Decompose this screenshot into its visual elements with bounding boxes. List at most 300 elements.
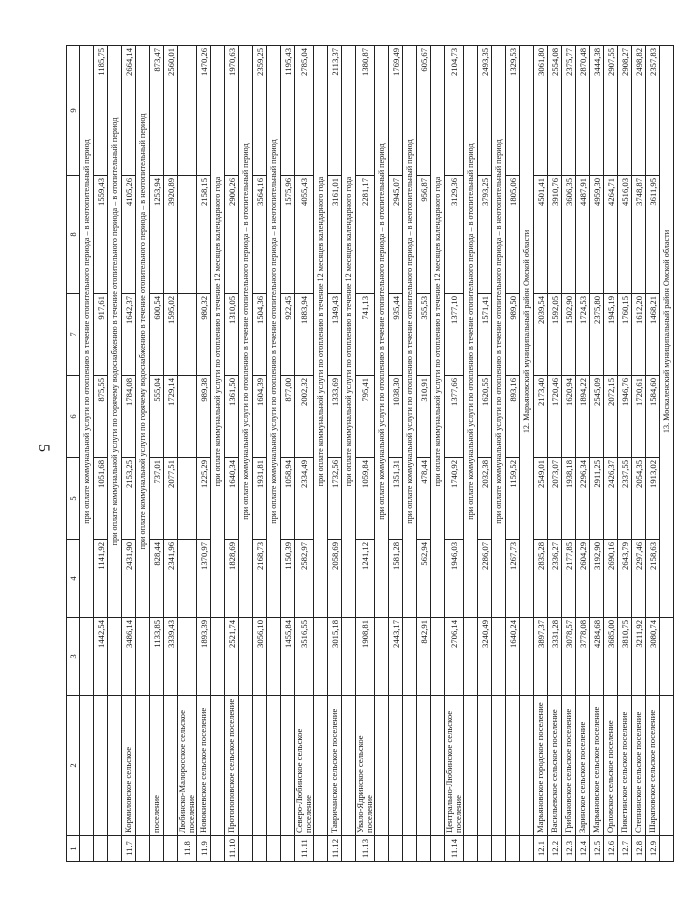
settlement-name-cell: Тавричанское сельское поселение xyxy=(328,696,342,836)
value-cell: 1361,50 xyxy=(225,376,239,458)
value-cell: 980,32 xyxy=(197,294,211,376)
value-cell: 1640,24 xyxy=(506,618,520,696)
value-cell: 4264,71 xyxy=(604,176,618,294)
value-cell: 2911,25 xyxy=(590,458,604,540)
value-cell: 2334,49 xyxy=(295,458,314,540)
column-header: 5 xyxy=(67,458,80,540)
value-cell: 1038,30 xyxy=(389,376,403,458)
value-cell: 2341,96 xyxy=(164,540,178,618)
value-cell: 1612,20 xyxy=(632,294,646,376)
value-cell: 1133,85 xyxy=(150,618,164,696)
table-note-row xyxy=(239,46,253,862)
column-header: 2 xyxy=(67,696,80,836)
value-cell: 3331,28 xyxy=(548,618,562,696)
value-cell: 1559,43 xyxy=(94,176,108,294)
blank-cell xyxy=(136,836,150,862)
value-cell: 1370,97 xyxy=(197,540,211,618)
value-cell: 935,44 xyxy=(389,294,403,376)
table-row xyxy=(328,46,342,862)
blank-cell xyxy=(375,618,389,696)
blank-cell xyxy=(660,696,674,836)
settlement-name-cell xyxy=(281,696,295,836)
value-cell: 1310,05 xyxy=(225,294,239,376)
table-note-row xyxy=(492,46,506,862)
rotated-tariff-table-sheet xyxy=(66,46,671,862)
blank-cell xyxy=(464,618,478,696)
table-note: при оплате коммунальной услуги по отоплению в течение отопительного периода – в неотопительный период xyxy=(80,46,94,618)
blank-cell xyxy=(520,618,534,696)
value-cell: 956,87 xyxy=(417,176,431,294)
value-cell: 1604,39 xyxy=(253,376,267,458)
row-number-cell: 12.3 xyxy=(562,836,576,862)
value-cell: 600,54 xyxy=(150,294,164,376)
value-cell: 2493,35 xyxy=(478,46,492,176)
value-cell: 1051,68 xyxy=(94,458,108,540)
value-cell: 2521,74 xyxy=(225,618,239,696)
table-note: при оплате коммунальной услуги по отоплению в течение 12 месяцев календарного года xyxy=(431,46,445,618)
value-cell: 1740,92 xyxy=(445,458,464,540)
value-cell: 2375,77 xyxy=(562,46,576,176)
value-cell: 2297,46 xyxy=(632,540,646,618)
value-cell: 2168,73 xyxy=(253,540,267,618)
settlement-name-cell: Грибановское сельское поселение xyxy=(562,696,576,836)
row-number-cell: 11.11 xyxy=(295,836,314,862)
blank-cell xyxy=(314,696,328,836)
value-cell: 877,00 xyxy=(281,376,295,458)
value-cell xyxy=(178,458,197,540)
value-cell: 478,44 xyxy=(417,458,431,540)
row-number-cell: 12.5 xyxy=(590,836,604,862)
blank-cell xyxy=(108,836,122,862)
value-cell xyxy=(178,176,197,294)
value-cell: 3080,74 xyxy=(646,618,660,696)
value-cell: 1225,29 xyxy=(197,458,211,540)
value-cell: 1938,18 xyxy=(562,458,576,540)
value-cell: 2054,35 xyxy=(632,458,646,540)
blank-cell xyxy=(314,618,328,696)
table-note: при оплате коммунальной услуги по отоплению в течение отопительного периода – в отопительный период xyxy=(375,46,389,618)
value-cell: 1468,21 xyxy=(646,294,660,376)
value-cell: 3606,35 xyxy=(562,176,576,294)
blank-cell xyxy=(375,696,389,836)
value-cell: 3793,25 xyxy=(478,176,492,294)
value-cell: 2113,37 xyxy=(328,46,342,176)
table-row xyxy=(534,46,548,862)
value-cell: 1592,05 xyxy=(548,294,562,376)
value-cell: 3015,18 xyxy=(328,618,342,696)
blank-cell xyxy=(314,836,328,862)
value-cell: 355,53 xyxy=(417,294,431,376)
settlement-name-cell: Заринское сельское поселение xyxy=(576,696,590,836)
value-cell: 3444,38 xyxy=(590,46,604,176)
settlement-name-cell: Северо-Любинское сельское поселение xyxy=(295,696,314,836)
blank-cell xyxy=(108,696,122,836)
table-row xyxy=(295,46,314,862)
settlement-name-cell: Новокиевское сельское поселение xyxy=(197,696,211,836)
settlement-name-cell xyxy=(506,696,520,836)
value-cell: 3778,08 xyxy=(576,618,590,696)
table-note: 12. Марьяновский муниципальный район Омской области xyxy=(520,46,534,618)
value-cell: 1253,94 xyxy=(150,176,164,294)
value-cell: 2870,48 xyxy=(576,46,590,176)
row-number-cell xyxy=(417,836,431,862)
value-cell: 2498,82 xyxy=(632,46,646,176)
table-body xyxy=(67,46,674,862)
blank-cell xyxy=(136,696,150,836)
value-cell: 2582,97 xyxy=(295,540,314,618)
value-cell: 741,13 xyxy=(356,294,375,376)
value-cell: 2158,15 xyxy=(197,176,211,294)
value-cell: 2039,54 xyxy=(534,294,548,376)
value-cell: 1908,81 xyxy=(356,618,375,696)
value-cell: 3516,55 xyxy=(295,618,314,696)
value-cell: 2690,16 xyxy=(604,540,618,618)
blank-cell xyxy=(403,836,417,862)
value-cell: 2443,17 xyxy=(389,618,403,696)
table-note: при оплате коммунальной услуги по отоплению в течение 12 месяцев календарного года xyxy=(211,46,225,618)
value-cell: 1504,36 xyxy=(253,294,267,376)
value-cell: 2359,25 xyxy=(253,46,267,176)
value-cell: 1159,52 xyxy=(506,458,520,540)
row-number-cell: 11.9 xyxy=(197,836,211,862)
value-cell xyxy=(178,540,197,618)
value-cell: 1729,14 xyxy=(164,376,178,458)
value-cell: 4516,03 xyxy=(618,176,632,294)
value-cell: 1571,41 xyxy=(478,294,492,376)
settlement-name-cell: Центрально-Любинское сельское поселение xyxy=(445,696,464,836)
table-row xyxy=(506,46,520,862)
row-number-cell: 12.9 xyxy=(646,836,660,862)
value-cell: 4487,91 xyxy=(576,176,590,294)
table-row xyxy=(646,46,660,862)
value-cell: 875,55 xyxy=(94,376,108,458)
table-row xyxy=(576,46,590,862)
value-cell: 922,45 xyxy=(281,294,295,376)
blank-cell xyxy=(520,696,534,836)
row-number-cell xyxy=(253,836,267,862)
blank-cell xyxy=(431,696,445,836)
row-number-cell: 11.14 xyxy=(445,836,464,862)
value-cell: 2077,51 xyxy=(164,458,178,540)
value-cell xyxy=(178,294,197,376)
value-cell xyxy=(178,618,197,696)
table-note-row xyxy=(403,46,417,862)
value-cell: 1267,73 xyxy=(506,540,520,618)
value-cell: 737,01 xyxy=(150,458,164,540)
row-number-cell: 11.7 xyxy=(122,836,136,862)
value-cell: 4501,41 xyxy=(534,176,548,294)
value-cell: 3748,87 xyxy=(632,176,646,294)
settlement-name-cell xyxy=(253,696,267,836)
column-header-row xyxy=(67,46,80,862)
settlement-name-cell: Любинско-Малоросское сельское поселение xyxy=(178,696,197,836)
table-note-row xyxy=(136,46,150,862)
row-number-cell xyxy=(478,836,492,862)
value-cell: 3129,36 xyxy=(445,176,464,294)
column-header: 8 xyxy=(67,176,80,294)
value-cell: 3910,76 xyxy=(548,176,562,294)
value-cell: 2431,90 xyxy=(122,540,136,618)
blank-cell xyxy=(342,618,356,696)
value-cell: 3920,89 xyxy=(164,176,178,294)
table-note-row xyxy=(464,46,478,862)
blank-cell xyxy=(267,836,281,862)
table-row xyxy=(356,46,375,862)
table-note-row xyxy=(314,46,328,862)
table-note-row xyxy=(211,46,225,862)
value-cell: 3192,90 xyxy=(590,540,604,618)
table-note-row xyxy=(431,46,445,862)
blank-cell xyxy=(108,618,122,696)
blank-cell xyxy=(80,618,94,696)
row-number-cell: 12.2 xyxy=(548,836,562,862)
column-header: 1 xyxy=(67,836,80,862)
value-cell: 4105,26 xyxy=(122,176,136,294)
value-cell: 562,94 xyxy=(417,540,431,618)
value-cell: 4284,68 xyxy=(590,618,604,696)
row-number-cell: 12.4 xyxy=(576,836,590,862)
value-cell: 1150,39 xyxy=(281,540,295,618)
value-cell: 2177,85 xyxy=(562,540,576,618)
blank-cell xyxy=(267,618,281,696)
blank-cell xyxy=(492,836,506,862)
table-row xyxy=(225,46,239,862)
column-header: 3 xyxy=(67,618,80,696)
value-cell: 555,04 xyxy=(150,376,164,458)
value-cell: 2908,27 xyxy=(618,46,632,176)
table-row xyxy=(590,46,604,862)
value-cell: 1945,19 xyxy=(604,294,618,376)
value-cell: 1377,10 xyxy=(445,294,464,376)
blank-cell xyxy=(267,696,281,836)
value-cell: 2153,25 xyxy=(122,458,136,540)
value-cell: 3339,43 xyxy=(164,618,178,696)
table-note: при оплате коммунальной услуги по отоплению в течение 12 месяцев календарного года xyxy=(342,46,356,618)
value-cell: 828,44 xyxy=(150,540,164,618)
blank-cell xyxy=(431,836,445,862)
value-cell: 1620,55 xyxy=(478,376,492,458)
table-row xyxy=(604,46,618,862)
settlement-name-cell: Кормиловское сельское xyxy=(122,696,136,836)
value-cell: 1377,66 xyxy=(445,376,464,458)
value-cell: 1141,92 xyxy=(94,540,108,618)
table-row xyxy=(197,46,211,862)
table-note-row xyxy=(80,46,94,862)
value-cell: 1724,53 xyxy=(576,294,590,376)
settlement-name-cell: Шараповское сельское поселение xyxy=(646,696,660,836)
value-cell: 1805,06 xyxy=(506,176,520,294)
value-cell: 3078,57 xyxy=(562,618,576,696)
blank-cell xyxy=(431,618,445,696)
settlement-name-cell: Увало-Ядринское сельское поселение xyxy=(356,696,375,836)
settlement-name-cell: Протопоповское сельское поселение xyxy=(225,696,239,836)
value-cell: 1595,02 xyxy=(164,294,178,376)
blank-cell xyxy=(464,836,478,862)
table-note: при оплате коммунальной услуги по отоплению в течение отопительного периода – в неотопительный период xyxy=(492,46,506,618)
blank-cell xyxy=(660,618,674,696)
value-cell: 1351,31 xyxy=(389,458,403,540)
row-number-cell: 12.8 xyxy=(632,836,646,862)
value-cell: 2785,04 xyxy=(295,46,314,176)
table-note: при оплате коммунальной услуги по отоплению в течение отопительного периода – в неотопительный период xyxy=(403,46,417,618)
row-number-cell: 12.6 xyxy=(604,836,618,862)
value-cell: 1893,39 xyxy=(197,618,211,696)
value-cell: 1883,94 xyxy=(295,294,314,376)
table-row xyxy=(281,46,295,862)
value-cell: 1442,54 xyxy=(94,618,108,696)
row-number-cell xyxy=(506,836,520,862)
table-note-row xyxy=(342,46,356,862)
value-cell: 1894,22 xyxy=(576,376,590,458)
value-cell: 310,91 xyxy=(417,376,431,458)
value-cell: 3685,00 xyxy=(604,618,618,696)
table-row xyxy=(417,46,431,862)
table-note: при оплате коммунальной услуги по горячему водоснабжению в течение отопительного периода – в неотопительный период xyxy=(136,46,150,618)
blank-cell xyxy=(342,696,356,836)
value-cell: 1455,84 xyxy=(281,618,295,696)
value-cell: 1946,76 xyxy=(618,376,632,458)
column-header: 7 xyxy=(67,294,80,376)
value-cell: 1502,90 xyxy=(562,294,576,376)
blank-cell xyxy=(211,696,225,836)
value-cell: 3897,37 xyxy=(534,618,548,696)
table-row xyxy=(618,46,632,862)
value-cell: 893,16 xyxy=(506,376,520,458)
value-cell: 1059,84 xyxy=(356,458,375,540)
column-header: 9 xyxy=(67,46,80,176)
value-cell: 1720,61 xyxy=(632,376,646,458)
blank-cell xyxy=(492,696,506,836)
value-cell: 2357,83 xyxy=(646,46,660,176)
value-cell: 2286,07 xyxy=(478,540,492,618)
value-cell: 3061,80 xyxy=(534,46,548,176)
value-cell: 2426,37 xyxy=(604,458,618,540)
row-number-cell: 11.10 xyxy=(225,836,239,862)
value-cell: 3486,14 xyxy=(122,618,136,696)
blank-cell xyxy=(342,836,356,862)
table-note-row xyxy=(660,46,674,862)
value-cell: 2664,14 xyxy=(122,46,136,176)
value-cell: 795,41 xyxy=(356,376,375,458)
blank-cell xyxy=(464,696,478,836)
value-cell: 2643,79 xyxy=(618,540,632,618)
value-cell: 1195,43 xyxy=(281,46,295,176)
table-note: при оплате коммунальной услуги по отоплению в течение отопительного периода – в отопительный период xyxy=(239,46,253,618)
table-note: при оплате коммунальной услуги по горячему водоснабжению в течение отопительного периода – в отопительный период xyxy=(108,46,122,618)
value-cell: 2560,01 xyxy=(164,46,178,176)
row-number-cell: 11.13 xyxy=(356,836,375,862)
value-cell: 2281,17 xyxy=(356,176,375,294)
value-cell: 2336,27 xyxy=(548,540,562,618)
value-cell: 1581,28 xyxy=(389,540,403,618)
value-cell: 2907,55 xyxy=(604,46,618,176)
settlement-name-cell xyxy=(94,696,108,836)
table-row xyxy=(562,46,576,862)
value-cell: 3211,92 xyxy=(632,618,646,696)
value-cell: 1732,56 xyxy=(328,458,342,540)
settlement-name-cell xyxy=(478,696,492,836)
row-number-cell xyxy=(94,836,108,862)
value-cell: 2835,28 xyxy=(534,540,548,618)
table-row xyxy=(122,46,136,862)
value-cell: 1470,26 xyxy=(197,46,211,176)
column-header: 4 xyxy=(67,540,80,618)
value-cell: 1828,69 xyxy=(225,540,239,618)
table-row xyxy=(632,46,646,862)
value-cell: 1620,94 xyxy=(562,376,576,458)
value-cell: 3611,95 xyxy=(646,176,660,294)
value-cell: 2706,14 xyxy=(445,618,464,696)
blank-cell xyxy=(492,618,506,696)
settlement-name-cell: Марьяновское городское поселение xyxy=(534,696,548,836)
value-cell: 2072,15 xyxy=(604,376,618,458)
row-number-cell xyxy=(164,836,178,862)
blank-cell xyxy=(239,836,253,862)
value-cell: 1769,49 xyxy=(389,46,403,176)
row-number-cell xyxy=(389,836,403,862)
value-cell: 2545,09 xyxy=(590,376,604,458)
value-cell: 3564,16 xyxy=(253,176,267,294)
tariff-table xyxy=(66,45,674,862)
value-cell: 1931,81 xyxy=(253,458,267,540)
table-row xyxy=(548,46,562,862)
value-cell: 1185,75 xyxy=(94,46,108,176)
row-number-cell xyxy=(150,836,164,862)
value-cell: 1970,63 xyxy=(225,46,239,176)
table-note: при оплате коммунальной услуги по отоплению в течение отопительного периода – в отопительный период xyxy=(464,46,478,618)
value-cell xyxy=(178,46,197,176)
value-cell: 1720,46 xyxy=(548,376,562,458)
table-note: при оплате коммунальной услуги по отоплению в течение отопительного периода – в неотопительный период xyxy=(267,46,281,618)
table-note: 13. Москаленский муниципальный район Омской области xyxy=(660,46,674,618)
blank-cell xyxy=(520,836,534,862)
settlement-name-cell: Степнинское сельское поселение xyxy=(632,696,646,836)
blank-cell xyxy=(403,696,417,836)
settlement-name-cell xyxy=(164,696,178,836)
value-cell: 917,61 xyxy=(94,294,108,376)
value-cell: 1913,02 xyxy=(646,458,660,540)
value-cell: 842,91 xyxy=(417,618,431,696)
value-cell: 1241,12 xyxy=(356,540,375,618)
table-row xyxy=(94,46,108,862)
blank-cell xyxy=(239,618,253,696)
table-row xyxy=(389,46,403,862)
table-note-row xyxy=(520,46,534,862)
value-cell: 4055,43 xyxy=(295,176,314,294)
blank-cell xyxy=(211,836,225,862)
blank-cell xyxy=(80,696,94,836)
value-cell: 2002,32 xyxy=(295,376,314,458)
value-cell: 1333,69 xyxy=(328,376,342,458)
value-cell: 4959,30 xyxy=(590,176,604,294)
value-cell: 1575,96 xyxy=(281,176,295,294)
value-cell: 989,38 xyxy=(197,376,211,458)
settlement-name-cell: Марьяновское сельское поселение xyxy=(590,696,604,836)
value-cell: 2337,55 xyxy=(618,458,632,540)
settlement-name-cell xyxy=(389,696,403,836)
table-note-row xyxy=(108,46,122,862)
value-cell: 2945,07 xyxy=(389,176,403,294)
value-cell: 605,67 xyxy=(417,46,431,176)
blank-cell xyxy=(375,836,389,862)
value-cell: 1058,94 xyxy=(281,458,295,540)
settlement-name-cell xyxy=(417,696,431,836)
row-number-cell: 12.1 xyxy=(534,836,548,862)
table-note-row xyxy=(267,46,281,862)
table-row xyxy=(478,46,492,862)
blank-cell xyxy=(136,618,150,696)
blank-cell xyxy=(660,836,674,862)
